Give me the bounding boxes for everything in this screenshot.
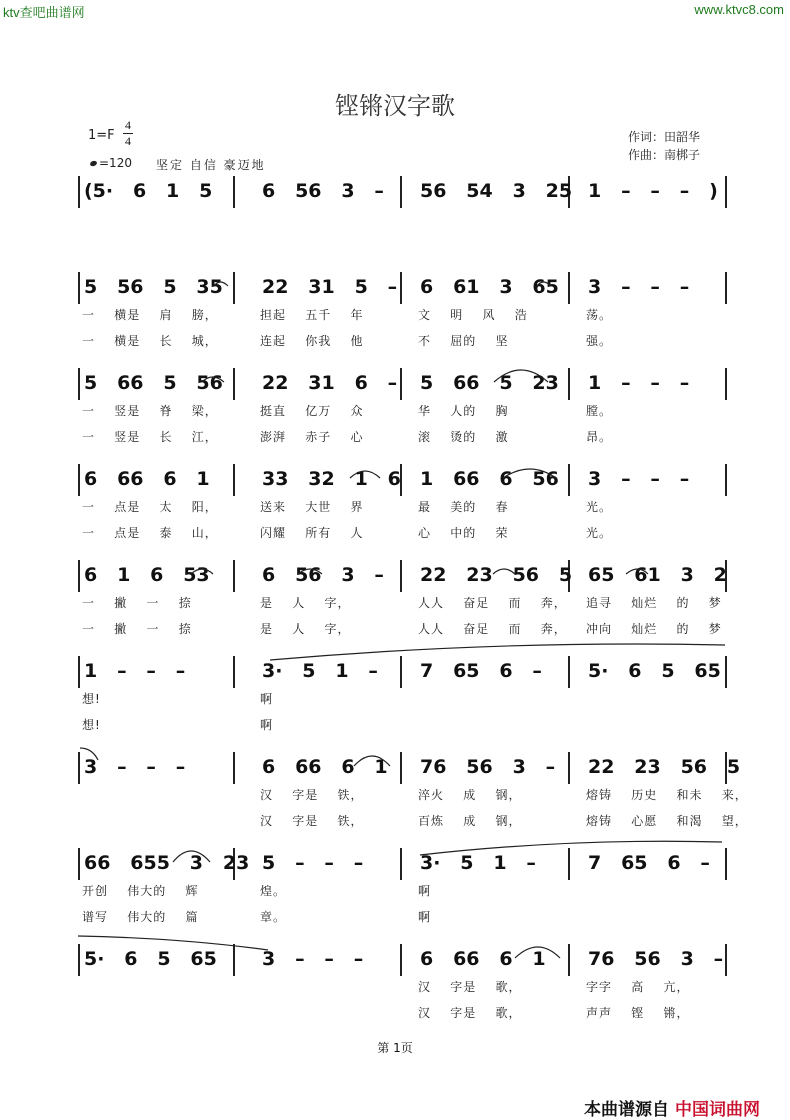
lyric-verse-1: 一 横是 肩 膀， (82, 308, 218, 322)
measure-notes: 56 54 3 25 (420, 180, 573, 202)
song-title: 铿锵汉字歌 (335, 94, 455, 120)
lyric-verse-1: 担起 五千 年 (260, 308, 364, 322)
measure-notes: 5· 6 5 65 (84, 948, 217, 970)
lyric-verse-2: 汉 字是 铁， (260, 814, 364, 828)
lyric-verse-2: 光。 (586, 526, 613, 540)
slur (191, 569, 213, 574)
lyric-verse-2: 一 横是 长 城， (82, 334, 218, 348)
lyric-verse-2: 想! (82, 718, 101, 732)
slur (350, 471, 380, 478)
slur (503, 469, 556, 478)
watermark-left: ktv查吧曲谱网 (3, 5, 85, 20)
slur (214, 282, 228, 286)
measure-notes: 22 31 5 – (262, 276, 398, 298)
measure-notes: 3· 5 1 – (262, 660, 378, 682)
measure-notes: 66 655 3 23 (84, 852, 250, 874)
lyric-verse-2: 啊 (418, 910, 432, 924)
measure-notes: 22 23 56 5 (420, 564, 573, 586)
measure-notes: 5 56 5 35 (84, 276, 223, 298)
lyric-verse-1: 人人 奋足 而 奔， (418, 596, 567, 610)
slur (298, 569, 322, 574)
lyric-verse-1: 熔铸 历史 和未 来， (586, 788, 748, 802)
slur (493, 569, 515, 574)
lyric-verse-2: 一 点是 泰 山， (82, 526, 218, 540)
lyric-verse-2: 一 撇 一 捺 (82, 622, 192, 636)
lyric-verse-2: 一 竖是 长 江， (82, 430, 218, 444)
measure-notes: 1 66 6 56 (420, 468, 559, 490)
lyric-verse-1: 挺直 亿万 众 (260, 404, 364, 418)
lyric-verse-1: 文 明 风 浩 (418, 308, 528, 322)
lyric-verse-2: 啊 (260, 718, 274, 732)
lyric-verse-2: 闪耀 所有 人 (260, 526, 364, 540)
lyric-verse-1: 淬火 成 钢， (418, 788, 522, 802)
source-label: 本曲谱源自 (584, 1100, 669, 1120)
time-signature-top: 4 (125, 118, 131, 132)
lyric-verse-2: 声声 铿 锵， (586, 1006, 690, 1020)
measure-notes: 6 66 6 1 (420, 948, 546, 970)
lyric-verse-2: 连起 你我 他 (260, 334, 364, 348)
tempo-value: =120 (99, 156, 132, 170)
source-site: 中国词曲网 (675, 1100, 760, 1120)
measure-notes: 3 – – – (262, 948, 364, 970)
measure-notes: 3 – – – (588, 468, 690, 490)
lyric-verse-2: 昂。 (586, 430, 613, 444)
lyric-verse-1: 最 美的 春 (418, 500, 509, 514)
lyric-verse-1: 光。 (586, 500, 613, 514)
slur (270, 644, 725, 660)
measure-notes: 7 65 6 – (588, 852, 710, 874)
slur (537, 282, 551, 286)
measure-notes: 76 56 3 – (420, 756, 556, 778)
lyric-verse-1: 汉 字是 铁， (260, 788, 364, 802)
measure-notes: 5· 6 5 65 (588, 660, 721, 682)
composer-credit: 作曲：南梆子 (628, 148, 701, 162)
measure-notes: 6 61 3 65 (420, 276, 559, 298)
lyric-verse-2: 汉 字是 歌， (418, 1006, 522, 1020)
lyric-verse-1: 追寻 灿烂 的 梦 (586, 596, 722, 610)
lyric-verse-1: 荡。 (586, 308, 613, 322)
measure-notes: 6 66 6 1 (262, 756, 388, 778)
slur (626, 569, 648, 574)
lyric-verse-1: 啊 (260, 692, 274, 706)
lyric-verse-1: 华 人的 胸 (418, 404, 509, 418)
slur (354, 756, 390, 766)
slur (515, 947, 560, 958)
lyric-verse-2: 章。 (260, 910, 287, 924)
measure-notes: 65 61 3 2 (588, 564, 727, 586)
lyric-verse-1: 膛。 (586, 404, 613, 418)
measure-notes: 1 – – – (588, 372, 690, 394)
watermark-right: www.ktvc8.com (694, 2, 784, 17)
lyric-verse-2: 百炼 成 钢， (418, 814, 522, 828)
measure-notes: 3 – – – (588, 276, 690, 298)
lyric-verse-2: 澎湃 赤子 心 (260, 430, 364, 444)
key-signature: 1=F (88, 128, 115, 143)
slur (78, 936, 268, 950)
measure-notes: 5 – – – (262, 852, 364, 874)
slur (202, 377, 224, 382)
lyric-verse-1: 送来 大世 界 (260, 500, 364, 514)
measure-notes: 5 66 5 56 (84, 372, 223, 394)
lyric-verse-2: 滚 烫的 激 (418, 430, 509, 444)
page-number: 第 1页 (377, 1041, 413, 1055)
lyric-verse-1: 啊 (418, 884, 432, 898)
lyric-verse-2: 人人 奋足 而 奔， (418, 622, 567, 636)
measure-notes: 22 31 6 – (262, 372, 398, 394)
lyric-verse-2: 心 中的 荣 (418, 526, 509, 540)
lyric-verse-1: 一 竖是 脊 梁， (82, 404, 218, 418)
measure-notes: 5 66 5 23 (420, 372, 559, 394)
lyric-verse-1: 一 撇 一 捺 (82, 596, 192, 610)
measure-notes: 6 66 6 1 (84, 468, 210, 490)
slur (80, 748, 98, 760)
lyric-verse-2: 强。 (586, 334, 613, 348)
lyric-verse-1: 汉 字是 歌， (418, 980, 522, 994)
measure-notes: (5· 6 1 5 (84, 180, 213, 202)
slur (420, 841, 722, 855)
measure-notes: 1 – – – (84, 660, 186, 682)
lyric-verse-2: 熔铸 心愿 和渴 望， (586, 814, 748, 828)
lyric-verse-1: 一 点是 太 阳， (82, 500, 218, 514)
measure-notes: 33 32 1 6 (262, 468, 401, 490)
measure-notes: 3 – – – (84, 756, 186, 778)
measure-notes: 3· 5 1 – (420, 852, 536, 874)
lyric-verse-2: 是 人 字， (260, 622, 351, 636)
measure-notes: 6 56 3 – (262, 180, 384, 202)
measure-notes: 76 56 3 – (588, 948, 724, 970)
measure-notes: 7 65 6 – (420, 660, 542, 682)
lyric-verse-2: 谱写 伟大的 篇 (82, 910, 199, 924)
lyric-verse-1: 想! (82, 692, 101, 706)
expression-marking: 坚定 自信 豪迈地 (156, 158, 266, 172)
measure-notes: 1 – – – ) (588, 180, 718, 202)
time-signature-bottom: 4 (125, 134, 131, 148)
measure-notes: 22 23 56 5 (588, 756, 741, 778)
lyric-verse-1: 开创 伟大的 辉 (82, 884, 199, 898)
lyric-verse-2: 冲向 灿烂 的 梦 (586, 622, 722, 636)
lyric-verse-1: 字字 高 亢， (586, 980, 690, 994)
slur (173, 851, 210, 862)
lyricist-credit: 作词：田韶华 (628, 130, 701, 144)
lyric-verse-1: 煌。 (260, 884, 287, 898)
lyric-verse-2: 不 屈的 坚 (418, 334, 509, 348)
slur (494, 370, 548, 382)
lyric-verse-1: 是 人 字， (260, 596, 351, 610)
measure-notes: 6 1 6 53 (84, 564, 210, 586)
measure-notes: 6 56 3 – (262, 564, 384, 586)
source-credit (584, 1095, 760, 1120)
